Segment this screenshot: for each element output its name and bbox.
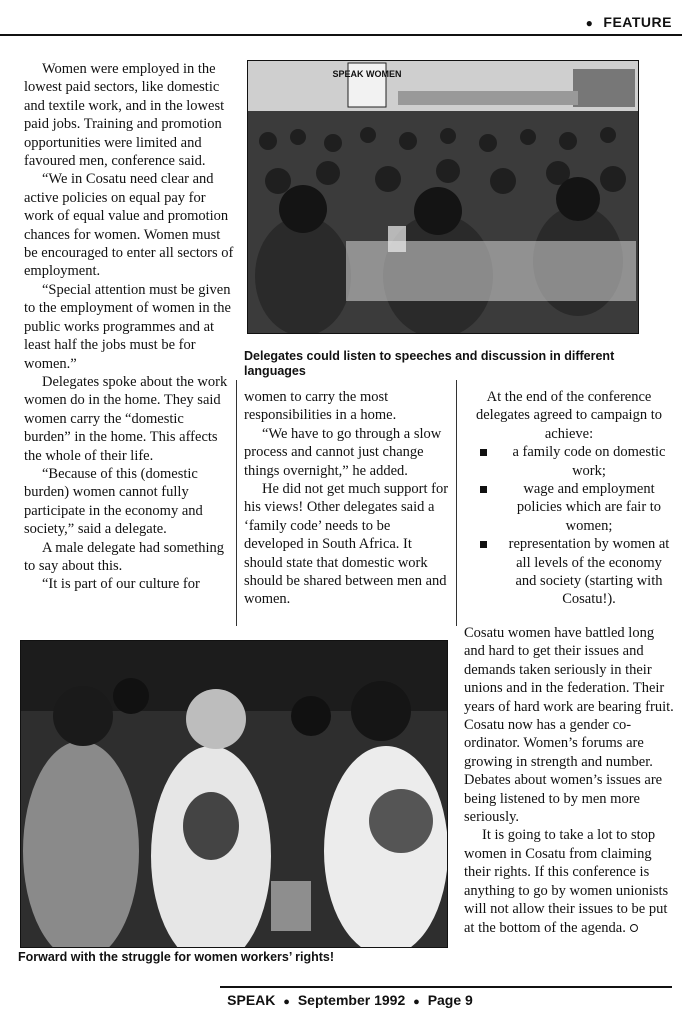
celebration-photo-caption: Forward with the struggle for women workers’ rights! [18, 950, 335, 964]
list-item: wage and employment policies which are fair to women; [464, 480, 674, 535]
campaign-list [464, 443, 674, 609]
footer-rule [220, 986, 672, 988]
header-rule [0, 34, 682, 36]
square-bullet-icon [480, 541, 487, 548]
column-divider [456, 380, 457, 626]
celebration-photo-image [21, 641, 447, 947]
celebration-photo [20, 640, 448, 948]
paragraph: It is going to take a lot to stop women in Cosatu from claiming their rights. If this conference is anything to go by women unionists will not allow their issues to be put at the bottom of the agenda. [464, 827, 669, 936]
paragraph: He did not get much support for his views! Other delegates said a ‘family code’ needs to be developed in South Africa. It should state that domestic work should be shared between men and women. [244, 481, 449, 608]
list-item: a family code on domestic work; [464, 443, 674, 480]
article-column-3-lower [464, 624, 674, 937]
list-intro: At the end of the conference delegates agreed to campaign to achieve: [475, 389, 662, 442]
column-divider [236, 380, 237, 626]
paragraph: “We have to go through a slow process and cannot just change things overnight,” he added. [244, 425, 442, 479]
article-column-1 [24, 60, 234, 594]
paragraph: “We in Cosatu need clear and active policies on equal pay for work of equal value and promotion chances for women. Women must be encouraged to enter all sectors of employment. [24, 171, 234, 280]
paragraph: “Because of this (domestic burden) women cannot fully participate in the economy and society,” said a delegate. [24, 465, 203, 538]
paragraph: Delegates spoke about the work women do in the home. They said women carry the “domestic burden” in the home. This affects the whole of their life. [24, 373, 228, 464]
square-bullet-icon [480, 486, 487, 493]
page-footer [0, 992, 700, 1008]
bullet-icon: ● [413, 996, 420, 1008]
bullet-icon: ● [283, 996, 290, 1008]
publication-name: SPEAK [227, 992, 276, 1008]
paragraph: Women were employed in the lowest paid sectors, like domestic and textile work, and in the lowest paid jobs. Training and promotion opportunities were limited and favoured men, conference said. [24, 61, 225, 170]
square-bullet-icon [480, 449, 487, 456]
conference-photo [247, 60, 639, 334]
paragraph: “It is part of our culture for [42, 576, 200, 593]
paragraph: women to carry the most responsibilities in a home. [244, 389, 397, 424]
paragraph: “Special attention must be given to the employment of women in the public works programmes and at least half the jobs must be for women.” [24, 281, 231, 372]
end-mark-icon [630, 924, 638, 932]
bullet-icon: ● [585, 16, 594, 30]
conference-photo-image [248, 61, 638, 333]
paragraph: Cosatu women have battled long and hard to get their issues and demands taken seriously in their unions and in the federation. Their years of hard work are bearing fruit. Cosatu now has a gender co-ordinator. Women’s forums are growing in strength and number. Debates about women’s issues are being listened to by men more seriously. [464, 625, 674, 826]
article-column-2 [244, 388, 449, 609]
list-item: representation by women at all levels of the economy and society (starting with Cosatu!). [464, 535, 674, 609]
conference-photo-caption: Delegates could listen to speeches and discussion in different languages [244, 349, 615, 378]
page-number: Page 9 [427, 992, 473, 1008]
banner-text: SPEAK WOMEN [332, 69, 402, 79]
section-title: FEATURE [603, 14, 672, 30]
paragraph: A male delegate had something to say about this. [24, 539, 225, 574]
section-header [586, 14, 672, 30]
article-column-3 [464, 388, 674, 609]
issue-date: September 1992 [297, 992, 406, 1008]
